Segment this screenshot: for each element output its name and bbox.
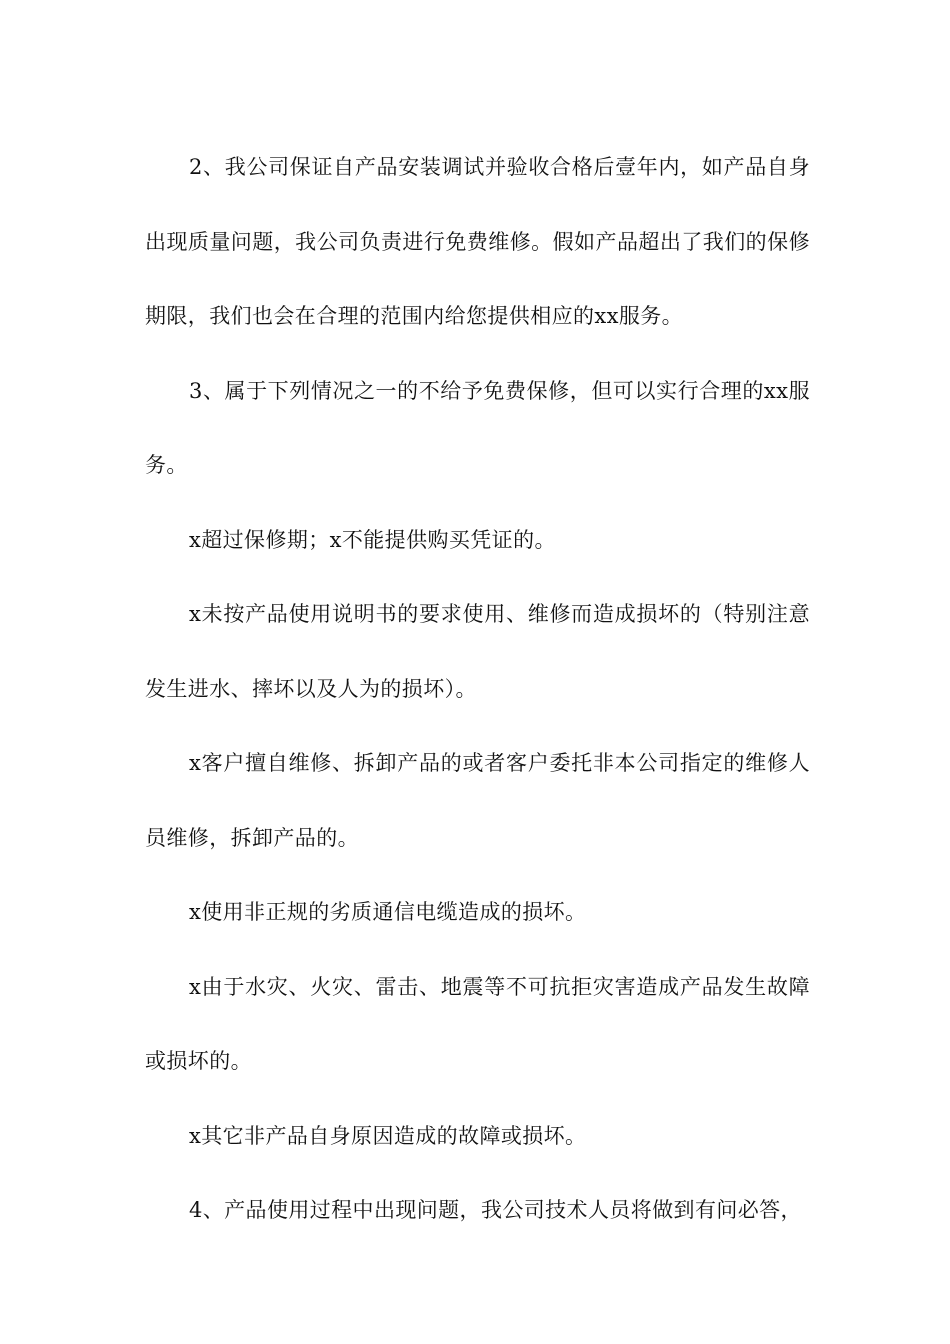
paragraph-technical-support: 4、产品使用过程中出现问题，我公司技术人员将做到有问必答， <box>189 1198 802 1222</box>
paragraph-exclusion-disaster: x由于水灾、火灾、雷击、地震等不可抗拒灾害造成产品发生故障或损坏的。 <box>145 974 810 1073</box>
paragraph-exclusion-expired: x超过保修期；x不能提供购买凭证的。 <box>189 527 556 552</box>
paragraph-warranty-period: 2、我公司保证自产品安装调试并验收合格后壹年内，如产品自身出现质量问题，我公司负责进行免费维修。假如产品超出了我们的保修期限，我们也会在合理的范围内给您提供相应的xx服务。 <box>145 155 810 328</box>
paragraph-exclusion-cable: x使用非正规的劣质通信电缆造成的损坏。 <box>189 900 587 924</box>
paragraph-exclusion-misuse: x未按产品使用说明书的要求使用、维修而造成损坏的（特别注意发生进水、摔坏以及人为的损坏）。 <box>145 602 810 701</box>
paragraph-exclusions-intro: 3、属于下列情况之一的不给予免费保修，但可以实行合理的xx服务。 <box>145 378 810 477</box>
document-body <box>145 130 810 1248</box>
paragraph-exclusion-other: x其它非产品自身原因造成的故障或损坏。 <box>189 1123 587 1148</box>
paragraph-exclusion-unauthorized-repair: x客户擅自维修、拆卸产品的或者客户委托非本公司指定的维修人员维修，拆卸产品的。 <box>145 751 810 850</box>
